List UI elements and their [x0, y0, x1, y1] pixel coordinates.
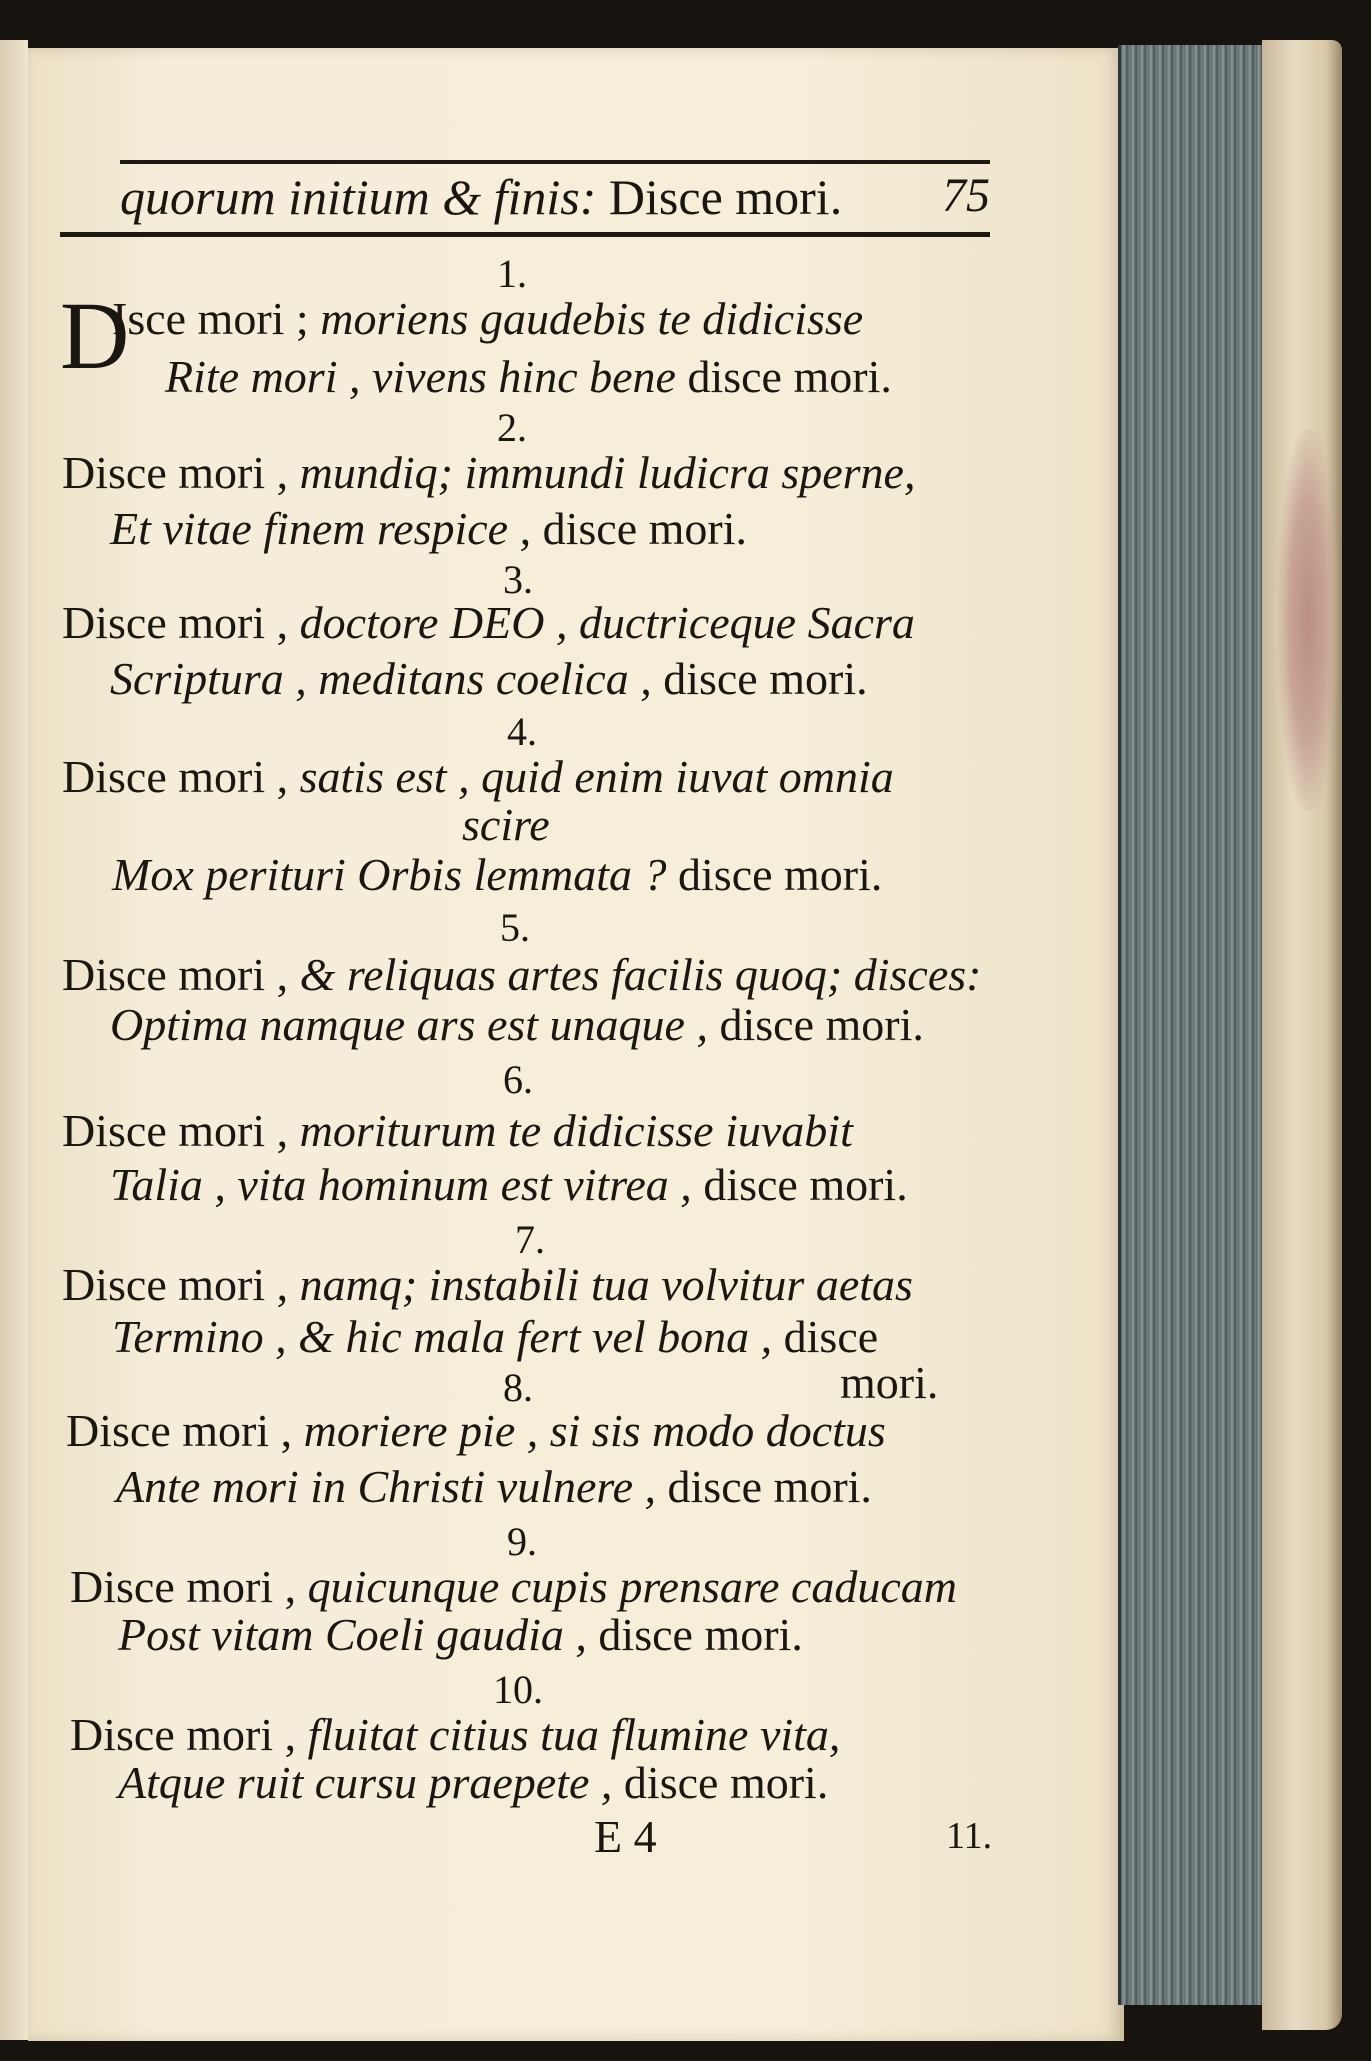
verse-roman: Disce mori ,	[66, 1405, 304, 1456]
verse-italic: Talia , vita hominum est vitrea ,	[110, 1159, 692, 1210]
verse-italic: moriturum te didicisse iuvabit	[299, 1105, 853, 1156]
stanza-number: 5.	[500, 905, 530, 950]
verse-roman: Disce mori ,	[62, 949, 300, 1000]
verse-line	[118, 1609, 803, 1660]
stanza-number: 9.	[507, 1519, 537, 1564]
verse-italic: Atque ruit cursu praepete ,	[118, 1757, 613, 1808]
verse-roman: Disce mori ,	[62, 1105, 300, 1156]
verse-italic: moriere pie , si sis modo doctus	[303, 1405, 886, 1456]
cover-stain	[1278, 430, 1338, 810]
running-head-italic: quorum initium & finis:	[120, 169, 597, 225]
stanza-number: 2.	[497, 405, 527, 450]
verse-line	[110, 999, 924, 1050]
verse-italic: Optima namque ars est unaque ,	[110, 999, 708, 1050]
verse-line	[112, 293, 864, 344]
verse-roman: disce mori.	[691, 1159, 908, 1210]
page-edges	[1118, 45, 1283, 2005]
verse-roman: Disce mori ,	[62, 1259, 300, 1310]
header-rule-bottom	[60, 232, 990, 237]
verse-italic: quicunque cupis prensare caducam	[307, 1561, 958, 1612]
verse-roman: disce mori.	[586, 1609, 803, 1660]
stanza-number: 8.	[503, 1365, 533, 1410]
verse-italic: Rite mori , vivens hinc bene	[165, 351, 676, 402]
stanza-number: 4.	[507, 709, 537, 754]
verse-italic: Termino , & hic mala fert vel bona ,	[112, 1311, 773, 1362]
verse-italic: scire	[462, 799, 550, 850]
verse-line	[110, 503, 748, 554]
signature-mark: E 4	[594, 1811, 657, 1862]
verse-roman: disce	[772, 1311, 879, 1362]
catchword: 11.	[946, 1815, 993, 1857]
verse-roman: Disce mori ,	[62, 597, 300, 648]
verse-line	[62, 1105, 853, 1156]
running-head-roman: Disce mori.	[596, 169, 843, 225]
verse-italic: moriens gaudebis te didicisse	[320, 293, 864, 344]
verse-roman: Disce mori ,	[62, 447, 300, 498]
stanza-number: 6.	[503, 1057, 533, 1102]
verse-italic: namq; instabili tua volvitur aetas	[299, 1259, 913, 1310]
verse-line	[70, 1709, 841, 1760]
verse-roman: Disce mori ,	[70, 1709, 308, 1760]
header-rule-top	[120, 160, 990, 164]
verse-roman: disce mori.	[531, 503, 748, 554]
verse-italic: mundiq; immundi ludicra sperne,	[299, 447, 916, 498]
verse-italic: Et vitae finem respice ,	[110, 503, 532, 554]
verse-italic: Mox perituri Orbis lemmata ?	[112, 849, 667, 900]
verse-line-continuation	[462, 799, 550, 850]
verse-line	[112, 1311, 879, 1362]
verse-line	[118, 1757, 829, 1808]
stanza-number: 3.	[503, 557, 533, 602]
verse-line	[62, 751, 894, 802]
verse-line	[116, 1461, 872, 1512]
verse-roman: Isce mori ;	[112, 293, 321, 344]
book-cover-edge	[1262, 40, 1342, 2030]
verse-roman: mori.	[840, 1357, 939, 1408]
verse-line	[62, 949, 982, 1000]
verse-roman: disce mori.	[675, 351, 892, 402]
running-header	[120, 160, 990, 230]
verse-line	[70, 1561, 958, 1612]
verse-line	[62, 1259, 913, 1310]
stanza-number: 1.	[497, 251, 527, 296]
verse-roman: disce mori.	[666, 849, 883, 900]
drop-cap: D	[60, 282, 130, 389]
verse-italic: & reliquas artes facilis quoq; disces:	[299, 949, 982, 1000]
verse-italic: fluitat citius tua flumine vita,	[307, 1709, 841, 1760]
verse-italic: doctore DEO , ductriceque Sacra	[299, 597, 915, 648]
verse-roman: disce mori.	[651, 653, 868, 704]
verse-line	[62, 447, 916, 498]
verse-line	[62, 597, 915, 648]
verse-italic: Ante mori in Christi vulnere ,	[116, 1461, 657, 1512]
stanza-number: 10.	[493, 1667, 543, 1712]
verse-line	[110, 1159, 908, 1210]
verse-italic: Scriptura , meditans coelica ,	[110, 653, 652, 704]
previous-page-edge	[0, 40, 28, 2040]
verse-roman: disce mori.	[612, 1757, 829, 1808]
verse-line	[66, 1405, 886, 1456]
verse-roman: Disce mori ,	[70, 1561, 308, 1612]
page-number: 75	[942, 169, 990, 222]
verse-italic: satis est , quid enim iuvat omnia	[299, 751, 894, 802]
stanza-number: 7.	[515, 1217, 545, 1262]
verse-roman: disce mori.	[707, 999, 924, 1050]
verse-italic: Post vitam Coeli gaudia ,	[118, 1609, 587, 1660]
running-head	[120, 168, 842, 226]
verse-roman: Disce mori ,	[62, 751, 300, 802]
verse-line-continuation	[840, 1357, 939, 1408]
verse-roman: disce mori.	[656, 1461, 872, 1512]
verse-line	[110, 653, 868, 704]
verse-line	[165, 351, 892, 402]
verse-line	[112, 849, 883, 900]
